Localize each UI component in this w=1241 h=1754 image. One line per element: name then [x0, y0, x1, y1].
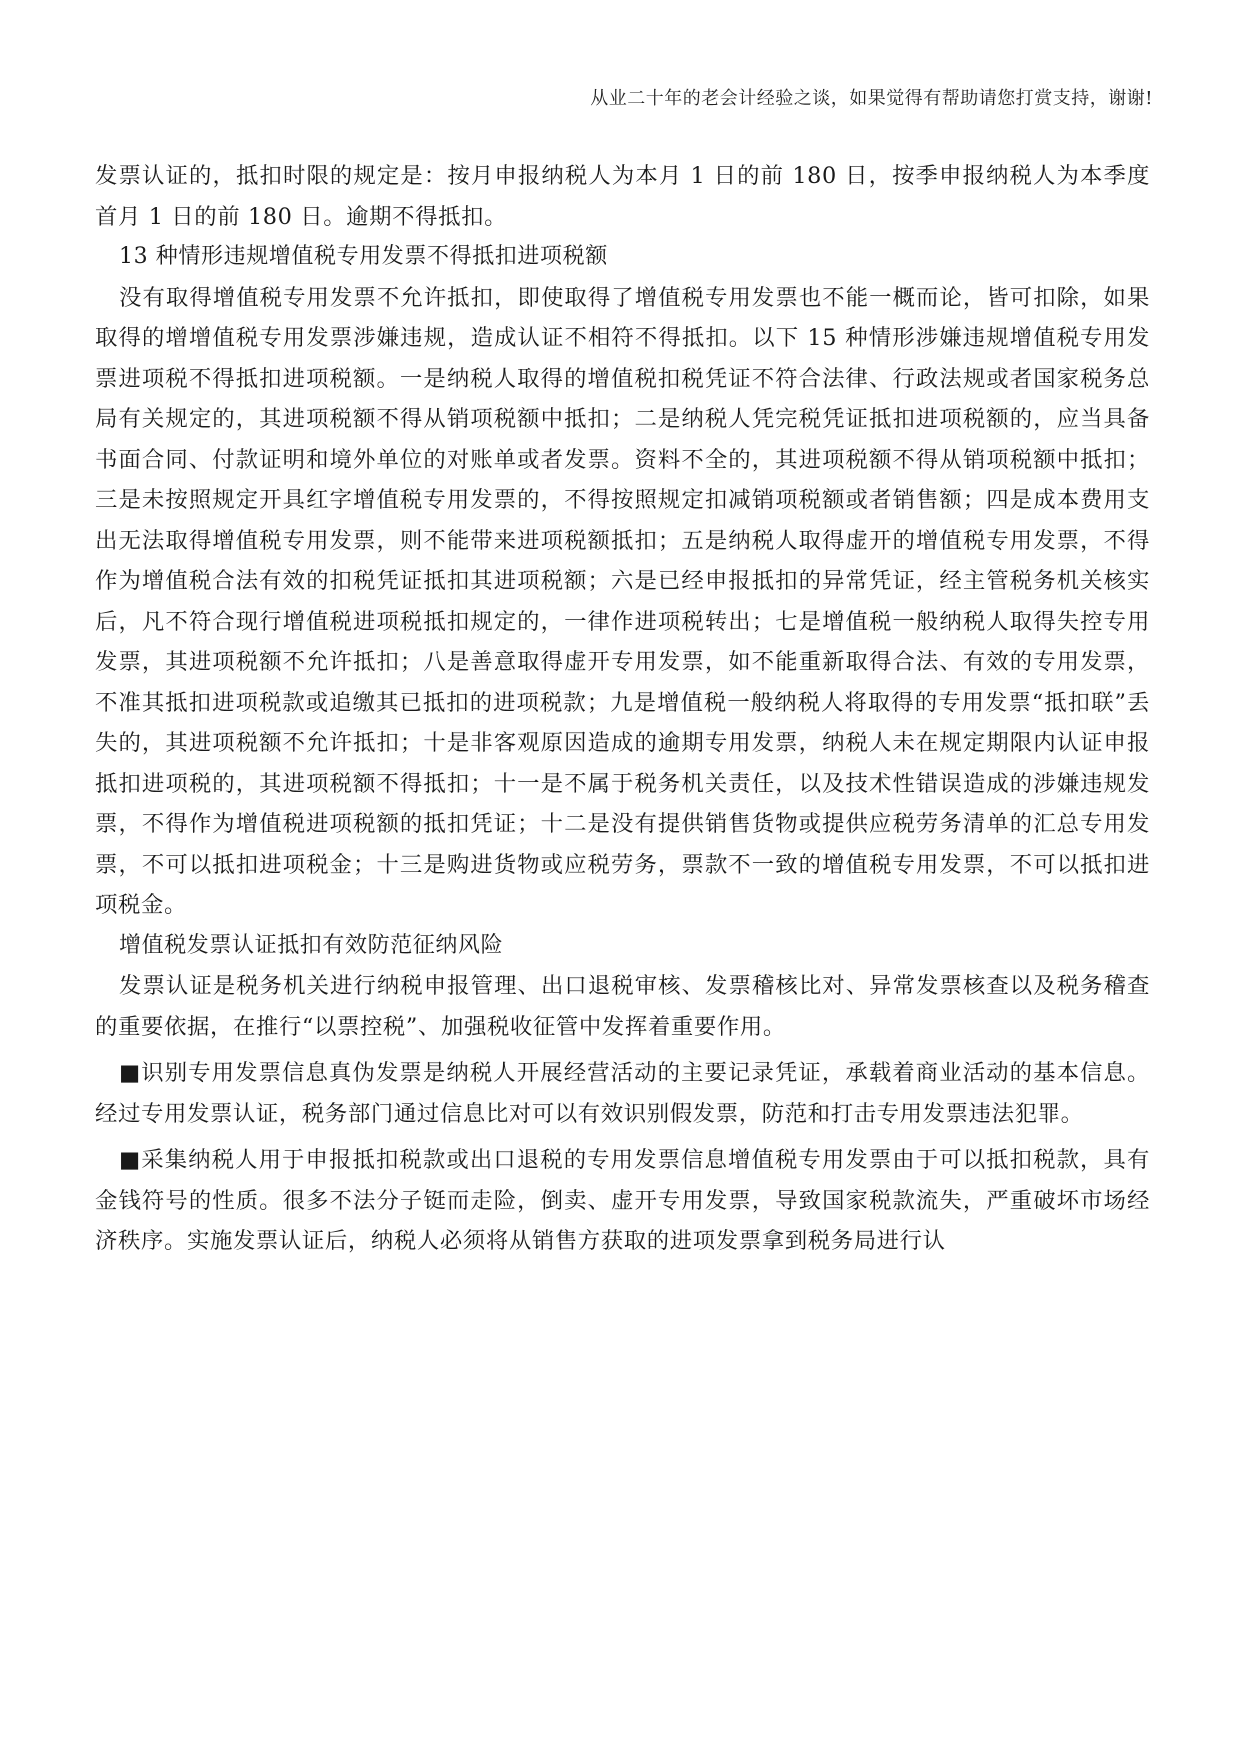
paragraph-deduction-deadline: 发票认证的，抵扣时限的规定是：按月申报纳税人为本月 1 日的前 180 日，按季申报纳税人为本季度首月 1 日的前 180 日。逾期不得抵扣。: [95, 163, 1150, 230]
paragraph-non-deductible-cases: 没有取得增值税专用发票不允许抵扣，即使取得了增值税专用发票也不能一概而论，皆可扣除，如果取得的增增值税专用发票涉嫌违规，造成认证不相符不得抵扣。以下 15 种情形涉嫌违规增值税专用发票进项税不得抵扣进项税额。一是纳税人取得的增值税扣税凭证不符合法律、行政法规或者国家税务总局有关规定的，其进项税额不得从销项税额中抵扣；二是纳税人凭完税凭证抵扣进项税额的，应当具备书面合同、付款证明和境外单位的对账单或者发票。资料不全的，其进项税额不得从销项税额中抵扣；三是未按照规定开具红字增值税专用发票的，不得按照规定扣减销项税额或者销售额；四是成本费用支出无法取得增值税专用发票，则不能带来进项税额抵扣；五是纳税人取得虚开的增值税专用发票，不得作为增值税合法有效的扣税凭证抵扣其进项税额；六是已经申报抵扣的异常凭证，经主管税务机关核实后，凡不符合现行增值税进项税抵扣规定的，一律作进项税转出；七是增值税一般纳税人取得失控专用发票，其进项税额不允许抵扣；八是善意取得虚开专用发票，如不能重新取得合法、有效的专用发票，不准其抵扣进项税款或追缴其已抵扣的进项税款；九是增值税一般纳税人将取得的专用发票“抵扣联”丢失的，其进项税额不允许抵扣；十是非客观原因造成的逾期专用发票，纳税人未在规定期限内认证申报抵扣进项税的，其进项税额不得抵扣；十一是不属于税务机关责任，以及技术性错误造成的涉嫌违规发票，不得作为增值税进项税额的抵扣凭证；十二是没有提供销售货物或提供应税劳务清单的汇总专用发票，不可以抵扣进项税金；十三是购进货物或应税劳务，票款不一致的增值税专用发票，不可以抵扣进项税金。: [95, 284, 1150, 918]
section-heading-risk-prevention: 增值税发票认证抵扣有效防范征纳风险: [119, 932, 504, 958]
document-body: [95, 156, 1150, 1262]
section-heading-13-cases: 13 种情形违规增值税专用发票不得抵扣进项税额: [119, 244, 608, 269]
paragraph-invoice-authentication: 发票认证是税务机关进行纳税申报管理、出口退税审核、发票稽核比对、异常发票核查以及税务稽查的重要依据，在推行“以票控税”、加强税收征管中发挥着重要作用。: [95, 973, 1150, 1040]
paragraph-identify-invoice: ■识别专用发票信息真伪发票是纳税人开展经营活动的主要记录凭证，承载着商业活动的基本信息。经过专用发票认证，税务部门通过信息比对可以有效识别假发票，防范和打击专用发票违法犯罪。: [95, 1060, 1150, 1127]
paragraph-collect-invoice-info: ■采集纳税人用于申报抵扣税款或出口退税的专用发票信息增值税专用发票由于可以抵扣税款，具有金钱符号的性质。很多不法分子铤而走险，倒卖、虚开专用发票，导致国家税款流失，严重破坏市场经济秩序。实施发票认证后，纳税人必须将从销售方获取的进项发票拿到税务局进行认: [95, 1147, 1150, 1254]
page-header-note: 从业二十年的老会计经验之谈，如果觉得有帮助请您打赏支持，谢谢!: [590, 88, 1153, 109]
